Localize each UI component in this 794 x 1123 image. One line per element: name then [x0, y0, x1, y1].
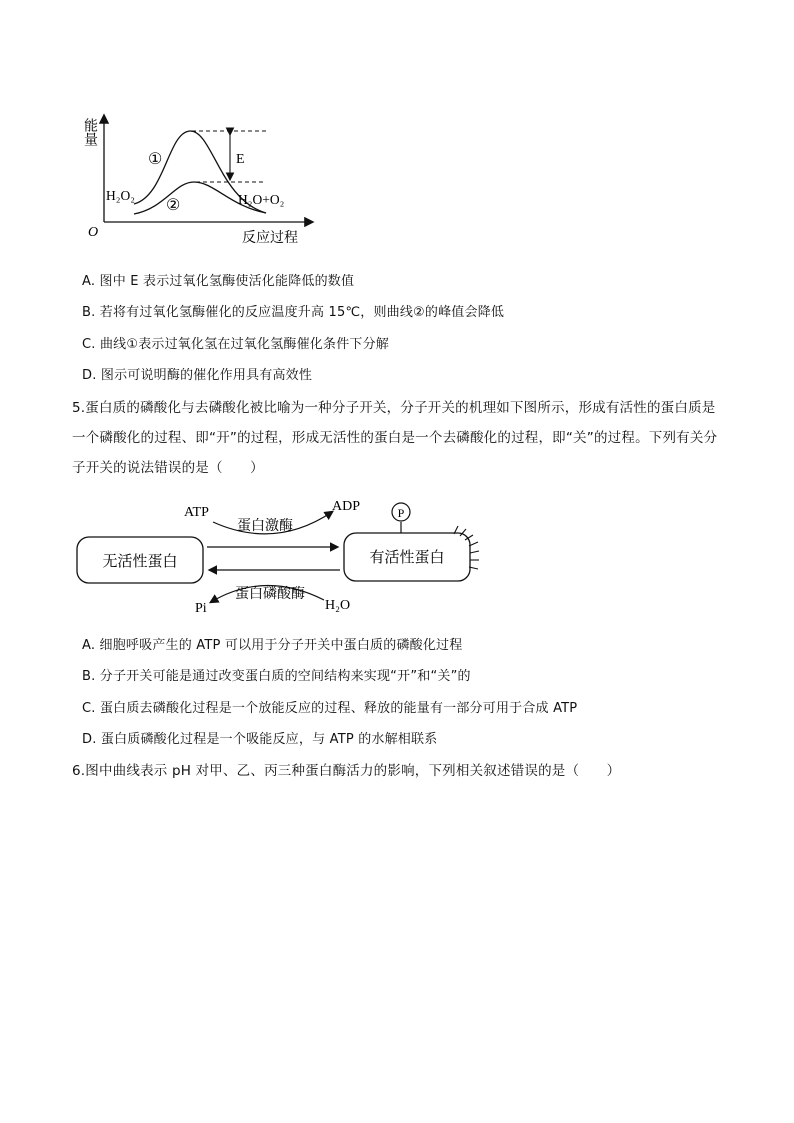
q5-option-d: D. 蛋白质磷酸化过程是一个吸能反应，与 ATP 的水解相联系 — [82, 732, 438, 747]
q5-option-b: B. 分子开关可能是通过改变蛋白质的空间结构来实现“开”和“关”的 — [82, 669, 471, 684]
inactive-protein-label: 无活性蛋白 — [102, 552, 178, 570]
reactant-label: H₂O₂ — [106, 188, 135, 203]
molecular-switch-diagram — [70, 492, 510, 620]
q4-option-d: D. 图示可说明酶的催化作用具有高效性 — [82, 368, 313, 383]
active-protein-label: 有活性蛋白 — [369, 548, 445, 566]
q4-option-a: A. 图中 E 表示过氧化氢酶使活化能降低的数值 — [82, 274, 355, 289]
q6-stem-line1: 6.图中曲线表示 pH 对甲、乙、丙三种蛋白酶活力的影响，下列相关叙述错误的是（ ） — [72, 763, 621, 779]
kinase-label: 蛋白激酶 — [237, 518, 293, 534]
q5-stem-line1: 5.蛋白质的磷酸化与去磷酸化被比喻为一种分子开关，分子开关的机理如下图所示，形成有活性的蛋白质是 — [72, 400, 716, 416]
product-label: H₂O+O₂ — [238, 192, 285, 207]
phosphatase-label: 蛋白磷酸酶 — [235, 586, 305, 602]
adp-label: ADP — [332, 499, 361, 514]
origin-label: O — [88, 225, 99, 240]
q5-option-c: C. 蛋白质去磷酸化过程是一个放能反应的过程、释放的能量有一部分可用于合成 ATP — [82, 701, 578, 716]
x-axis-label: 反应过程 — [242, 230, 298, 246]
curve2-marker: ② — [166, 197, 181, 214]
pi-label: Pi — [195, 601, 207, 616]
q5-stem-line2: 一个磷酸化的过程、即“开”的过程，形成无活性的蛋白是一个去磷酸化的过程，即“关”的过程。下列有关分 — [72, 430, 718, 446]
curve1-marker: ① — [148, 151, 163, 168]
y-axis-label: 能量 — [82, 118, 98, 146]
water-label: H₂O — [325, 598, 351, 613]
energy-label: E — [236, 152, 245, 167]
q4-option-b: B. 若将有过氧化氢酶催化的反应温度升高 15℃，则曲线②的峰值会降低 — [82, 305, 505, 320]
q5-option-a: A. 细胞呼吸产生的 ATP 可以用于分子开关中蛋白质的磷酸化过程 — [82, 638, 463, 653]
energy-diagram — [70, 108, 330, 248]
q5-stem-line3: 子开关的说法错误的是（ ） — [72, 460, 264, 476]
phosphate-label: P — [397, 506, 405, 520]
q4-option-c: C. 曲线①表示过氧化氢在过氧化氢酶催化条件下分解 — [82, 337, 389, 352]
atp-label: ATP — [184, 505, 209, 520]
